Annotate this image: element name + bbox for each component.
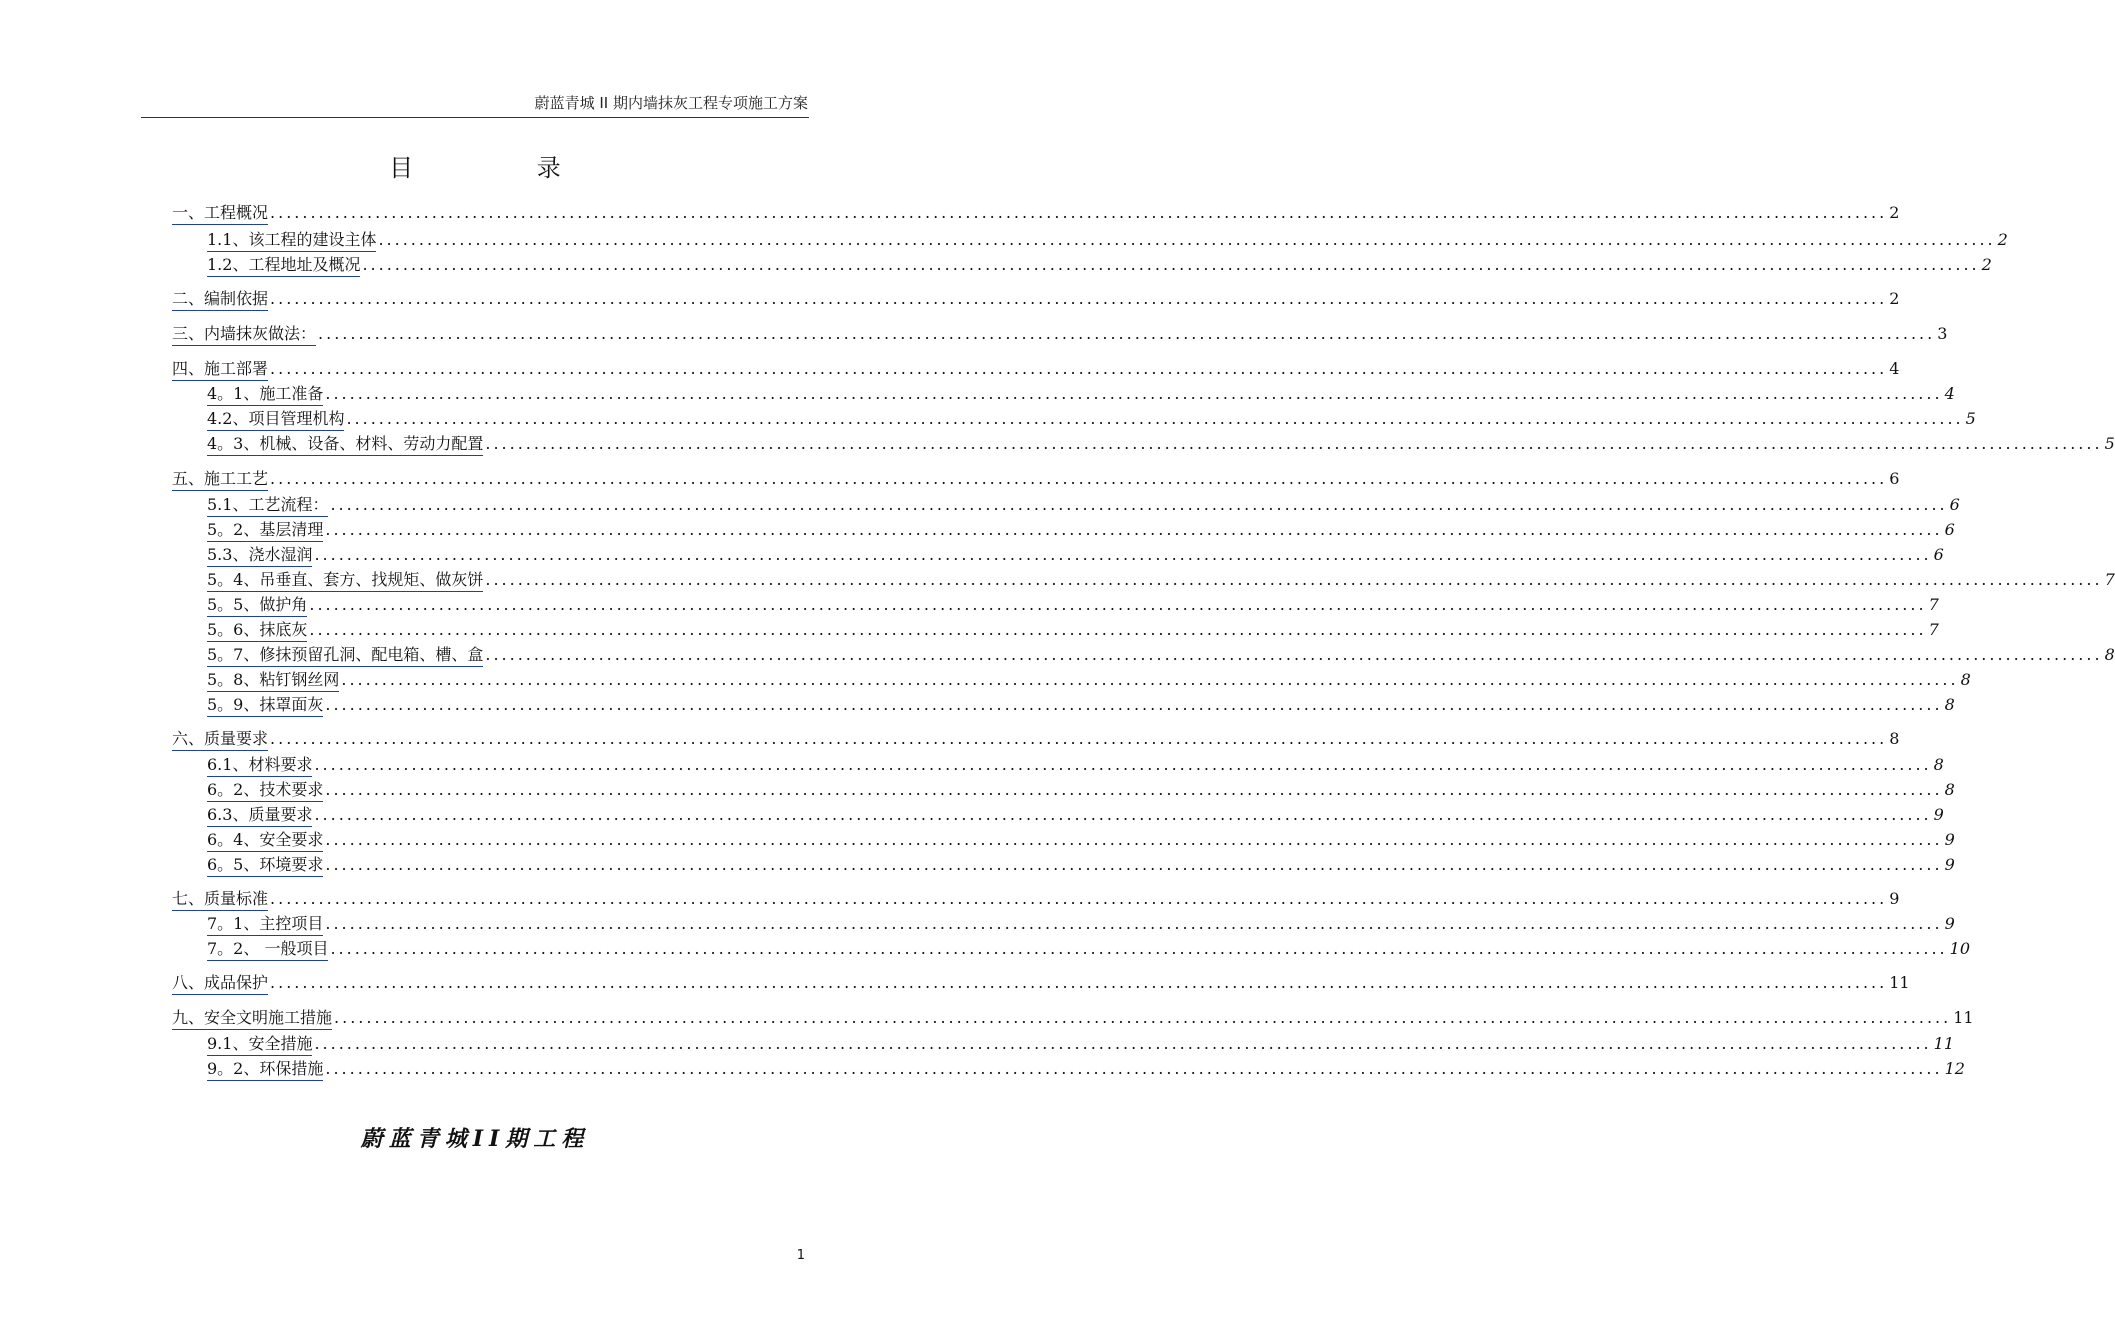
dot-leader: ........................................................................................................................................................................................................	[325, 1059, 1943, 1078]
toc-entry-label[interactable]: 5。9、抹罩面灰	[207, 695, 323, 717]
dot-leader: ........................................................................................................................................................................................................	[378, 230, 1996, 249]
dot-leader: ........................................................................................................................................................................................................	[330, 495, 1948, 514]
toc-entry-subsection[interactable]	[207, 495, 1960, 519]
dot-leader: ........................................................................................................................................................................................................	[485, 434, 2103, 453]
toc-entry-page: 2	[1981, 255, 1992, 274]
toc-entry-subsection[interactable]	[207, 409, 1976, 433]
toc-entry-label[interactable]: 九、安全文明施工措施	[172, 1008, 332, 1030]
toc-entry-subsection[interactable]	[207, 1034, 1954, 1058]
toc-entry-page: 7	[1928, 595, 1939, 614]
toc-entry-section[interactable]	[172, 203, 1900, 227]
toc-entry-label[interactable]: 4。3、机械、设备、材料、劳动力配置	[207, 434, 483, 456]
toc-entry-label[interactable]: 5.1、工艺流程：	[207, 495, 328, 517]
toc-entry-page: 11	[1953, 1008, 1974, 1027]
toc-entry-label[interactable]: 5。7、修抹预留孔洞、配电箱、槽、盒	[207, 645, 483, 667]
dot-leader: ........................................................................................................................................................................................................	[314, 1034, 1932, 1053]
toc-entry-page: 3	[1937, 324, 1948, 343]
toc-entry-subsection[interactable]	[207, 434, 2115, 458]
toc-entry-page: 8	[1960, 670, 1971, 689]
toc-entry-page: 6	[1933, 545, 1944, 564]
dot-leader: ........................................................................................................................................................................................................	[325, 830, 1943, 849]
toc-entry-label[interactable]: 6.3、质量要求	[207, 805, 312, 827]
toc-entry-page: 8	[1889, 729, 1900, 748]
toc-entry-page: 11	[1889, 973, 1910, 992]
toc-entry-label[interactable]: 7。1、主控项目	[207, 914, 323, 936]
dot-leader: ........................................................................................................................................................................................................	[334, 1008, 1952, 1027]
dot-leader: ........................................................................................................................................................................................................	[346, 409, 1964, 428]
toc-entry-label[interactable]: 6。4、安全要求	[207, 830, 323, 852]
toc-entry-label[interactable]: 5。2、基层清理	[207, 520, 323, 542]
toc-entry-section[interactable]	[172, 469, 1900, 493]
toc-entry-subsection[interactable]	[207, 755, 1944, 779]
toc-entry-label[interactable]: 5。5、做护角	[207, 595, 307, 617]
toc-entry-subsection[interactable]	[207, 670, 1971, 694]
toc-entry-label[interactable]: 六、质量要求	[172, 729, 268, 751]
dot-leader: ........................................................................................................................................................................................................	[341, 670, 1959, 689]
toc-entry-subsection[interactable]	[207, 780, 1955, 804]
toc-entry-subsection[interactable]	[207, 384, 1955, 408]
dot-leader: ........................................................................................................................................................................................................	[270, 469, 1888, 488]
dot-leader: ........................................................................................................................................................................................................	[314, 545, 1932, 564]
toc-entry-page: 11	[1933, 1034, 1954, 1053]
toc-entry-section[interactable]	[172, 729, 1900, 753]
dot-leader: ........................................................................................................................................................................................................	[325, 855, 1943, 874]
toc-entry-label[interactable]: 4.2、项目管理机构	[207, 409, 344, 431]
toc-entry-label[interactable]: 1.1、该工程的建设主体	[207, 230, 376, 252]
toc-entry-label[interactable]: 三、内墙抹灰做法：	[172, 324, 316, 346]
toc-entry-page: 7	[2104, 570, 2115, 589]
toc-entry-section[interactable]	[172, 324, 1948, 348]
toc-entry-subsection[interactable]	[207, 695, 1955, 719]
toc-entry-label[interactable]: 7。2、 一般项目	[207, 939, 328, 961]
toc-entry-label[interactable]: 6。2、技术要求	[207, 780, 323, 802]
toc-entry-subsection[interactable]	[207, 230, 2008, 254]
toc-entry-page: 5	[1965, 409, 1976, 428]
toc-entry-page: 2	[1889, 203, 1900, 222]
toc-entry-label[interactable]: 5.3、浇水湿润	[207, 545, 312, 567]
dot-leader: ........................................................................................................................................................................................................	[314, 755, 1932, 774]
dot-leader: ........................................................................................................................................................................................................	[325, 695, 1943, 714]
toc-entry-subsection[interactable]	[207, 805, 1944, 829]
toc-entry-page: 4	[1944, 384, 1955, 403]
toc-entry-subsection[interactable]	[207, 255, 1992, 279]
toc-entry-page: 6	[1889, 469, 1900, 488]
toc-entry-label[interactable]: 一、工程概况	[172, 203, 268, 225]
toc-entry-label[interactable]: 二、编制依据	[172, 289, 268, 311]
toc-entry-page: 6	[1949, 495, 1960, 514]
toc-entry-subsection[interactable]	[207, 939, 1970, 963]
dot-leader: ........................................................................................................................................................................................................	[270, 729, 1888, 748]
toc-entry-page: 2	[1889, 289, 1900, 308]
toc-entry-page: 6	[1944, 520, 1955, 539]
toc-entry-subsection[interactable]	[207, 620, 1939, 644]
toc-entry-label[interactable]: 5。4、吊垂直、套方、找规矩、做灰饼	[207, 570, 483, 592]
dot-leader: ........................................................................................................................................................................................................	[325, 384, 1943, 403]
toc-entry-page: 12	[1944, 1059, 1965, 1078]
project-title: 蔚蓝青城II期工程	[360, 1126, 590, 1152]
toc-entry-page: 9	[1889, 889, 1900, 908]
dot-leader: ........................................................................................................................................................................................................	[309, 595, 1927, 614]
toc-entry-subsection[interactable]	[207, 520, 1955, 544]
toc-entry-label[interactable]: 八、成品保护	[172, 973, 268, 995]
toc-entry-section[interactable]	[172, 889, 1900, 913]
dot-leader: ........................................................................................................................................................................................................	[270, 289, 1888, 308]
toc-entry-page: 4	[1889, 359, 1900, 378]
dot-leader: ........................................................................................................................................................................................................	[485, 570, 2103, 589]
toc-entry-label[interactable]: 1.2、工程地址及概况	[207, 255, 360, 277]
toc-entry-label[interactable]: 9.1、安全措施	[207, 1034, 312, 1056]
toc-entry-page: 7	[1928, 620, 1939, 639]
toc-entry-label[interactable]: 四、施工部署	[172, 359, 268, 381]
toc-entry-page: 9	[1944, 914, 1955, 933]
toc-entry-label[interactable]: 五、施工工艺	[172, 469, 268, 491]
toc-entry-page: 8	[1944, 780, 1955, 799]
dot-leader: ........................................................................................................................................................................................................	[309, 620, 1927, 639]
toc-entry-page: 8	[2104, 645, 2115, 664]
dot-leader: ........................................................................................................................................................................................................	[325, 520, 1943, 539]
toc-entry-section[interactable]	[172, 359, 1900, 383]
toc-entry-subsection[interactable]	[207, 645, 2115, 669]
dot-leader: ........................................................................................................................................................................................................	[330, 939, 1948, 958]
toc-entry-page: 10	[1949, 939, 1970, 958]
toc-entry-label[interactable]: 4。1、施工准备	[207, 384, 323, 406]
toc-entry-page: 5	[2104, 434, 2115, 453]
toc-entry-label[interactable]: 七、质量标准	[172, 889, 268, 911]
toc-entry-section[interactable]	[172, 1008, 1974, 1032]
toc-entry-subsection[interactable]	[207, 914, 1955, 938]
toc-entry-page: 9	[1944, 830, 1955, 849]
toc-entry-subsection[interactable]	[207, 855, 1955, 879]
toc-entry-page: 9	[1933, 805, 1944, 824]
toc-entry-subsection[interactable]	[207, 595, 1939, 619]
dot-leader: ........................................................................................................................................................................................................	[362, 255, 1980, 274]
dot-leader: ........................................................................................................................................................................................................	[485, 645, 2103, 664]
toc-entry-label[interactable]: 9。2、环保措施	[207, 1059, 323, 1081]
document-title: 目 录	[389, 154, 619, 182]
toc-entry-subsection[interactable]	[207, 1059, 1965, 1083]
dot-leader: ........................................................................................................................................................................................................	[325, 914, 1943, 933]
toc-entry-label[interactable]: 6。5、环境要求	[207, 855, 323, 877]
toc-entry-subsection[interactable]	[207, 570, 2115, 594]
dot-leader: ........................................................................................................................................................................................................	[325, 780, 1943, 799]
running-header: 蔚蓝青城 II 期内墙抹灰工程专项施工方案	[534, 94, 808, 112]
toc-entry-label[interactable]: 5。8、粘钉钢丝网	[207, 670, 339, 692]
toc-entry-section[interactable]	[172, 289, 1900, 313]
toc-entry-subsection[interactable]	[207, 830, 1955, 854]
toc-entry-page: 8	[1944, 695, 1955, 714]
dot-leader: ........................................................................................................................................................................................................	[318, 324, 1936, 343]
page-number: 1	[796, 1248, 805, 1263]
dot-leader: ........................................................................................................................................................................................................	[314, 805, 1932, 824]
toc-entry-label[interactable]: 6.1、材料要求	[207, 755, 312, 777]
dot-leader: ........................................................................................................................................................................................................	[270, 359, 1888, 378]
toc-entry-page: 9	[1944, 855, 1955, 874]
dot-leader: ........................................................................................................................................................................................................	[270, 973, 1888, 992]
dot-leader: ........................................................................................................................................................................................................	[270, 889, 1888, 908]
toc-entry-page: 8	[1933, 755, 1944, 774]
dot-leader: ........................................................................................................................................................................................................	[270, 203, 1888, 222]
toc-entry-page: 2	[1997, 230, 2008, 249]
toc-entry-subsection[interactable]	[207, 545, 1944, 569]
toc-entry-section[interactable]	[172, 973, 1910, 997]
toc-entry-label[interactable]: 5。6、抹底灰	[207, 620, 307, 642]
